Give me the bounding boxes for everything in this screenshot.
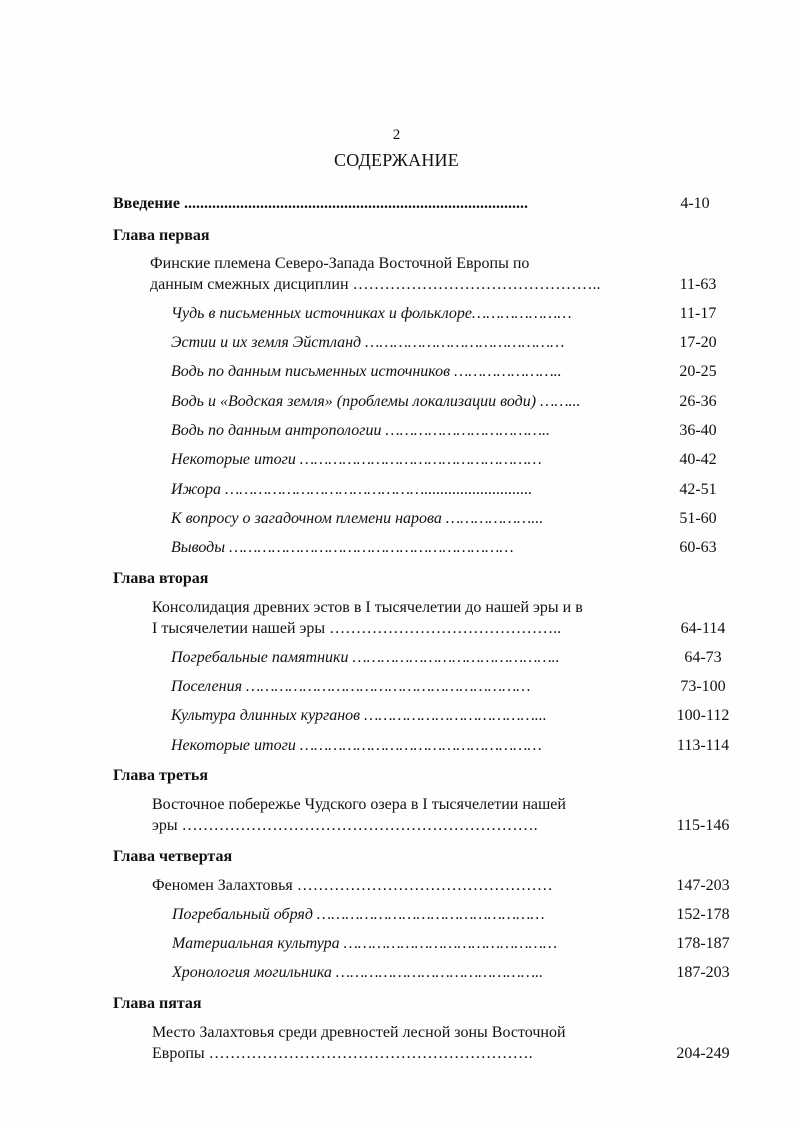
toc-subitem: Ижора ……………………………………........................... (171, 481, 533, 498)
toc-subitem-pages: 17-20 (679, 334, 717, 351)
chapter-4-pages: 147-203 (676, 877, 730, 894)
toc-subitem-pages: 113-114 (676, 737, 730, 754)
chapter-4-title: Феномен Залахтовья ………………………………………… (152, 877, 553, 894)
toc-subitem-pages: 64-73 (684, 649, 722, 666)
chapter-2-pages: 64-114 (680, 620, 726, 637)
chapter-2-title-line1: Консолидация древних эстов в I тысячелетии до нашей эры и в (152, 599, 583, 616)
toc-subitem: Некоторые итоги …………………………………………… (171, 451, 542, 468)
toc-subitem-pages: 178-187 (676, 935, 730, 952)
toc-subitem: Выводы …………………………………………………… (171, 539, 514, 556)
toc-intro-pages: 4-10 (680, 195, 710, 212)
chapter-3-title-line2: эры …………………………………………………………. (152, 817, 538, 834)
chapter-1-title-line1: Финские племена Северо-Запада Восточной Европы по (150, 255, 530, 272)
toc-subitem-pages: 40-42 (679, 451, 717, 468)
chapter-2-heading: Глава вторая (113, 570, 209, 587)
chapter-4-heading: Глава четвертая (113, 848, 233, 865)
chapter-5-title-line1: Место Залахтовья среди древностей лесной зоны Восточной (152, 1024, 566, 1041)
page-number: 2 (392, 127, 401, 143)
chapter-5-pages: 204-249 (676, 1045, 730, 1062)
toc-subitem: Водь по данным антропологии …………………………….. (171, 422, 550, 439)
toc-subitem-pages: 60-63 (679, 539, 717, 556)
toc-subitem: Некоторые итоги …………………………………………… (171, 737, 542, 754)
toc-subitem-pages: 42-51 (679, 481, 717, 498)
toc-subitem: Чудь в письменных источниках и фольклоре………………… (171, 305, 572, 322)
toc-subitem-pages: 100-112 (676, 707, 730, 724)
toc-subitem-pages: 152-178 (676, 906, 730, 923)
toc-subitem-pages: 26-36 (679, 393, 717, 410)
toc-subitem: Водь и «Водская земля» (проблемы локализации води) ……... (171, 393, 581, 410)
toc-subitem-pages: 20-25 (679, 363, 717, 380)
toc-subitem-pages: 51-60 (679, 510, 717, 527)
toc-subitem: Эстии и их земля Эйстланд …………………………………… (171, 334, 565, 351)
chapter-1-pages: 11-63 (679, 276, 717, 293)
toc-subitem: К вопросу о загадочном племени нарова ………………... (171, 510, 544, 527)
toc-subitem: Культура длинных курганов ………………………………... (171, 707, 547, 724)
toc-subitem: Поселения …………………………………………………… (171, 678, 531, 695)
toc-subitem-pages: 36-40 (679, 422, 717, 439)
toc-subitem-pages: 11-17 (679, 305, 717, 322)
chapter-3-title-line1: Восточное побережье Чудского озера в I тысячелетии нашей (152, 796, 566, 813)
toc-intro: Введение ...................................................................................... (113, 195, 528, 212)
toc-subitem-pages: 73-100 (680, 678, 726, 695)
chapter-5-heading: Глава пятая (113, 995, 202, 1012)
toc-subitem-pages: 187-203 (676, 964, 730, 981)
chapter-1-heading: Глава первая (113, 227, 210, 244)
toc-subitem: Материальная культура ……………………………………… (172, 935, 558, 952)
toc-subitem: Погребальные памятники …………………………………….. (171, 649, 560, 666)
chapter-2-title-line2: I тысячелетии нашей эры …………………………………….. (152, 620, 562, 637)
chapter-3-heading: Глава третья (113, 767, 209, 784)
chapter-3-pages: 115-146 (676, 817, 730, 834)
chapter-1-title-line2: данным смежных дисциплин ……………………………………….. (150, 276, 601, 293)
toc-subitem: Хронология могильника …………………………………….. (172, 964, 544, 981)
page-title: СОДЕРЖАНИЕ (334, 150, 459, 170)
toc-subitem: Погребальный обряд ………………………………………… (172, 906, 545, 923)
chapter-5-title-line2: Европы ……………………………………………………. (152, 1045, 533, 1062)
toc-subitem: Водь по данным письменных источников ………………….. (171, 363, 562, 380)
